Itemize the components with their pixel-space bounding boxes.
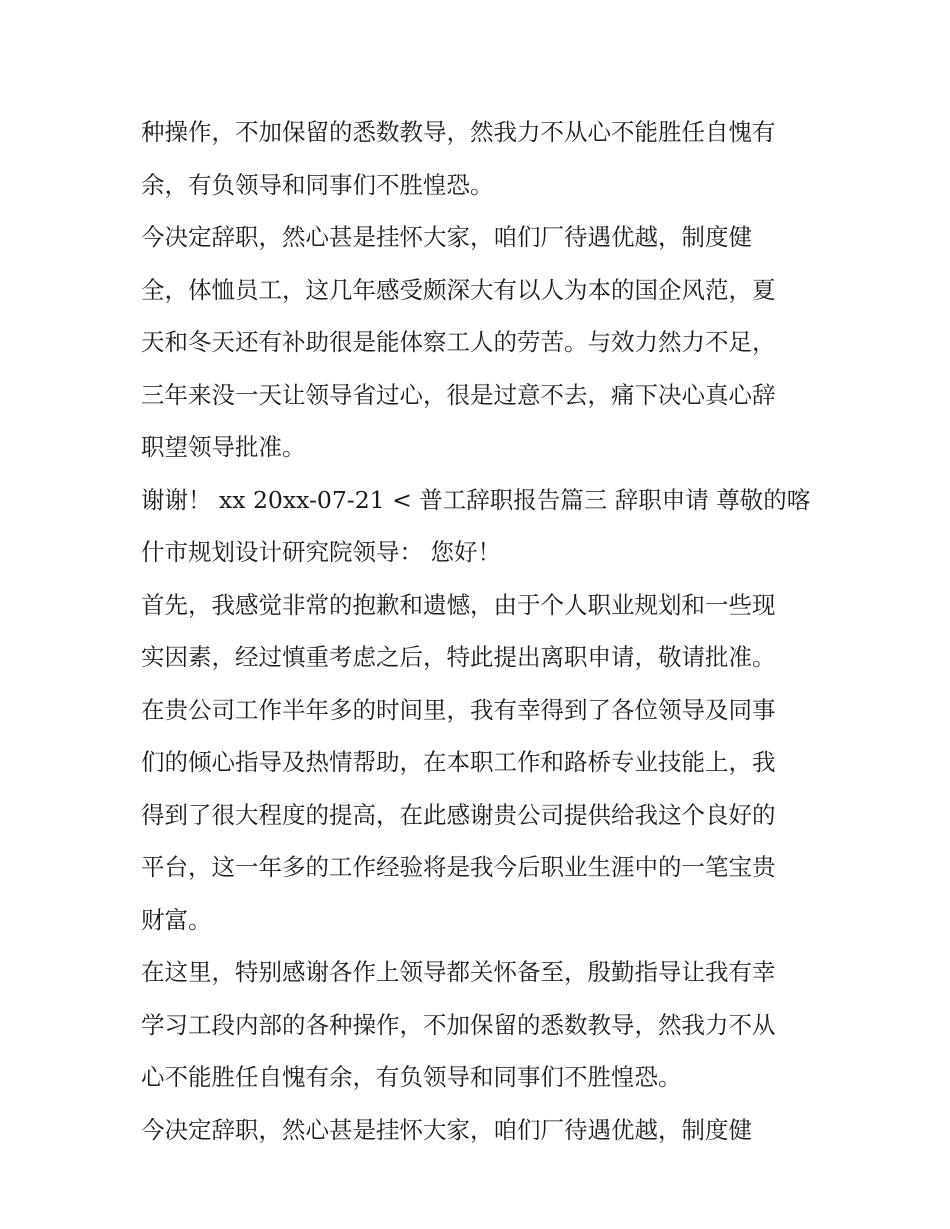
text-line: 实因素，经过慎重考虑之后，特此提出离职申请，敬请批准。 bbox=[141, 643, 776, 671]
text-line: 首先，我感觉非常的抱歉和遗憾，由于个人职业规划和一些现 bbox=[141, 590, 776, 619]
text-line: 三年来没一天让领导省过心，很是过意不去，痛下决心真心辞 bbox=[141, 380, 776, 409]
text-line: 财富。 bbox=[141, 905, 212, 934]
text-line: 谢谢！ xx 20xx-07-21 < 普工辞职报告篇三 辞职申请 尊敬的喀 bbox=[141, 485, 811, 514]
text-line: 职望领导批准。 bbox=[141, 433, 306, 461]
text-line: 今决定辞职，然心甚是挂怀大家，咱们厂待遇优越，制度健 bbox=[141, 223, 752, 251]
text-line: 平台，这一年多的工作经验将是我今后职业生涯中的一笔宝贵 bbox=[141, 853, 776, 881]
text-line: 什市规划设计研究院领导： 您好！ bbox=[141, 538, 501, 566]
text-line: 今决定辞职，然心甚是挂怀大家，咱们厂待遇优越，制度健 bbox=[141, 1115, 752, 1144]
text-line: 在这里，特别感谢各作上领导都关怀备至，殷勤指导让我有幸 bbox=[141, 958, 776, 986]
text-line: 在贵公司工作半年多的时间里，我有幸得到了各位领导及同事 bbox=[141, 695, 776, 724]
text-line: 全，体恤员工，这几年感受颇深大有以人为本的国企风范，夏 bbox=[141, 275, 776, 304]
text-line: 余，有负领导和同事们不胜惶恐。 bbox=[141, 170, 494, 199]
text-line: 学习工段内部的各种操作，不加保留的悉数教导，然我力不从 bbox=[141, 1010, 776, 1039]
text-line: 天和冬天还有补助很是能体察工人的劳苦。与效力然力不足， bbox=[141, 328, 776, 356]
text-line: 得到了很大程度的提高，在此感谢贵公司提供给我这个良好的 bbox=[141, 800, 776, 829]
text-line: 心不能胜任自愧有余，有负领导和同事们不胜惶恐。 bbox=[141, 1063, 682, 1091]
text-line: 种操作，不加保留的悉数教导，然我力不从心不能胜任自愧有 bbox=[141, 118, 776, 146]
text-line: 们的倾心指导及热情帮助，在本职工作和路桥专业技能上，我 bbox=[141, 748, 776, 776]
document-body bbox=[141, 106, 821, 1156]
